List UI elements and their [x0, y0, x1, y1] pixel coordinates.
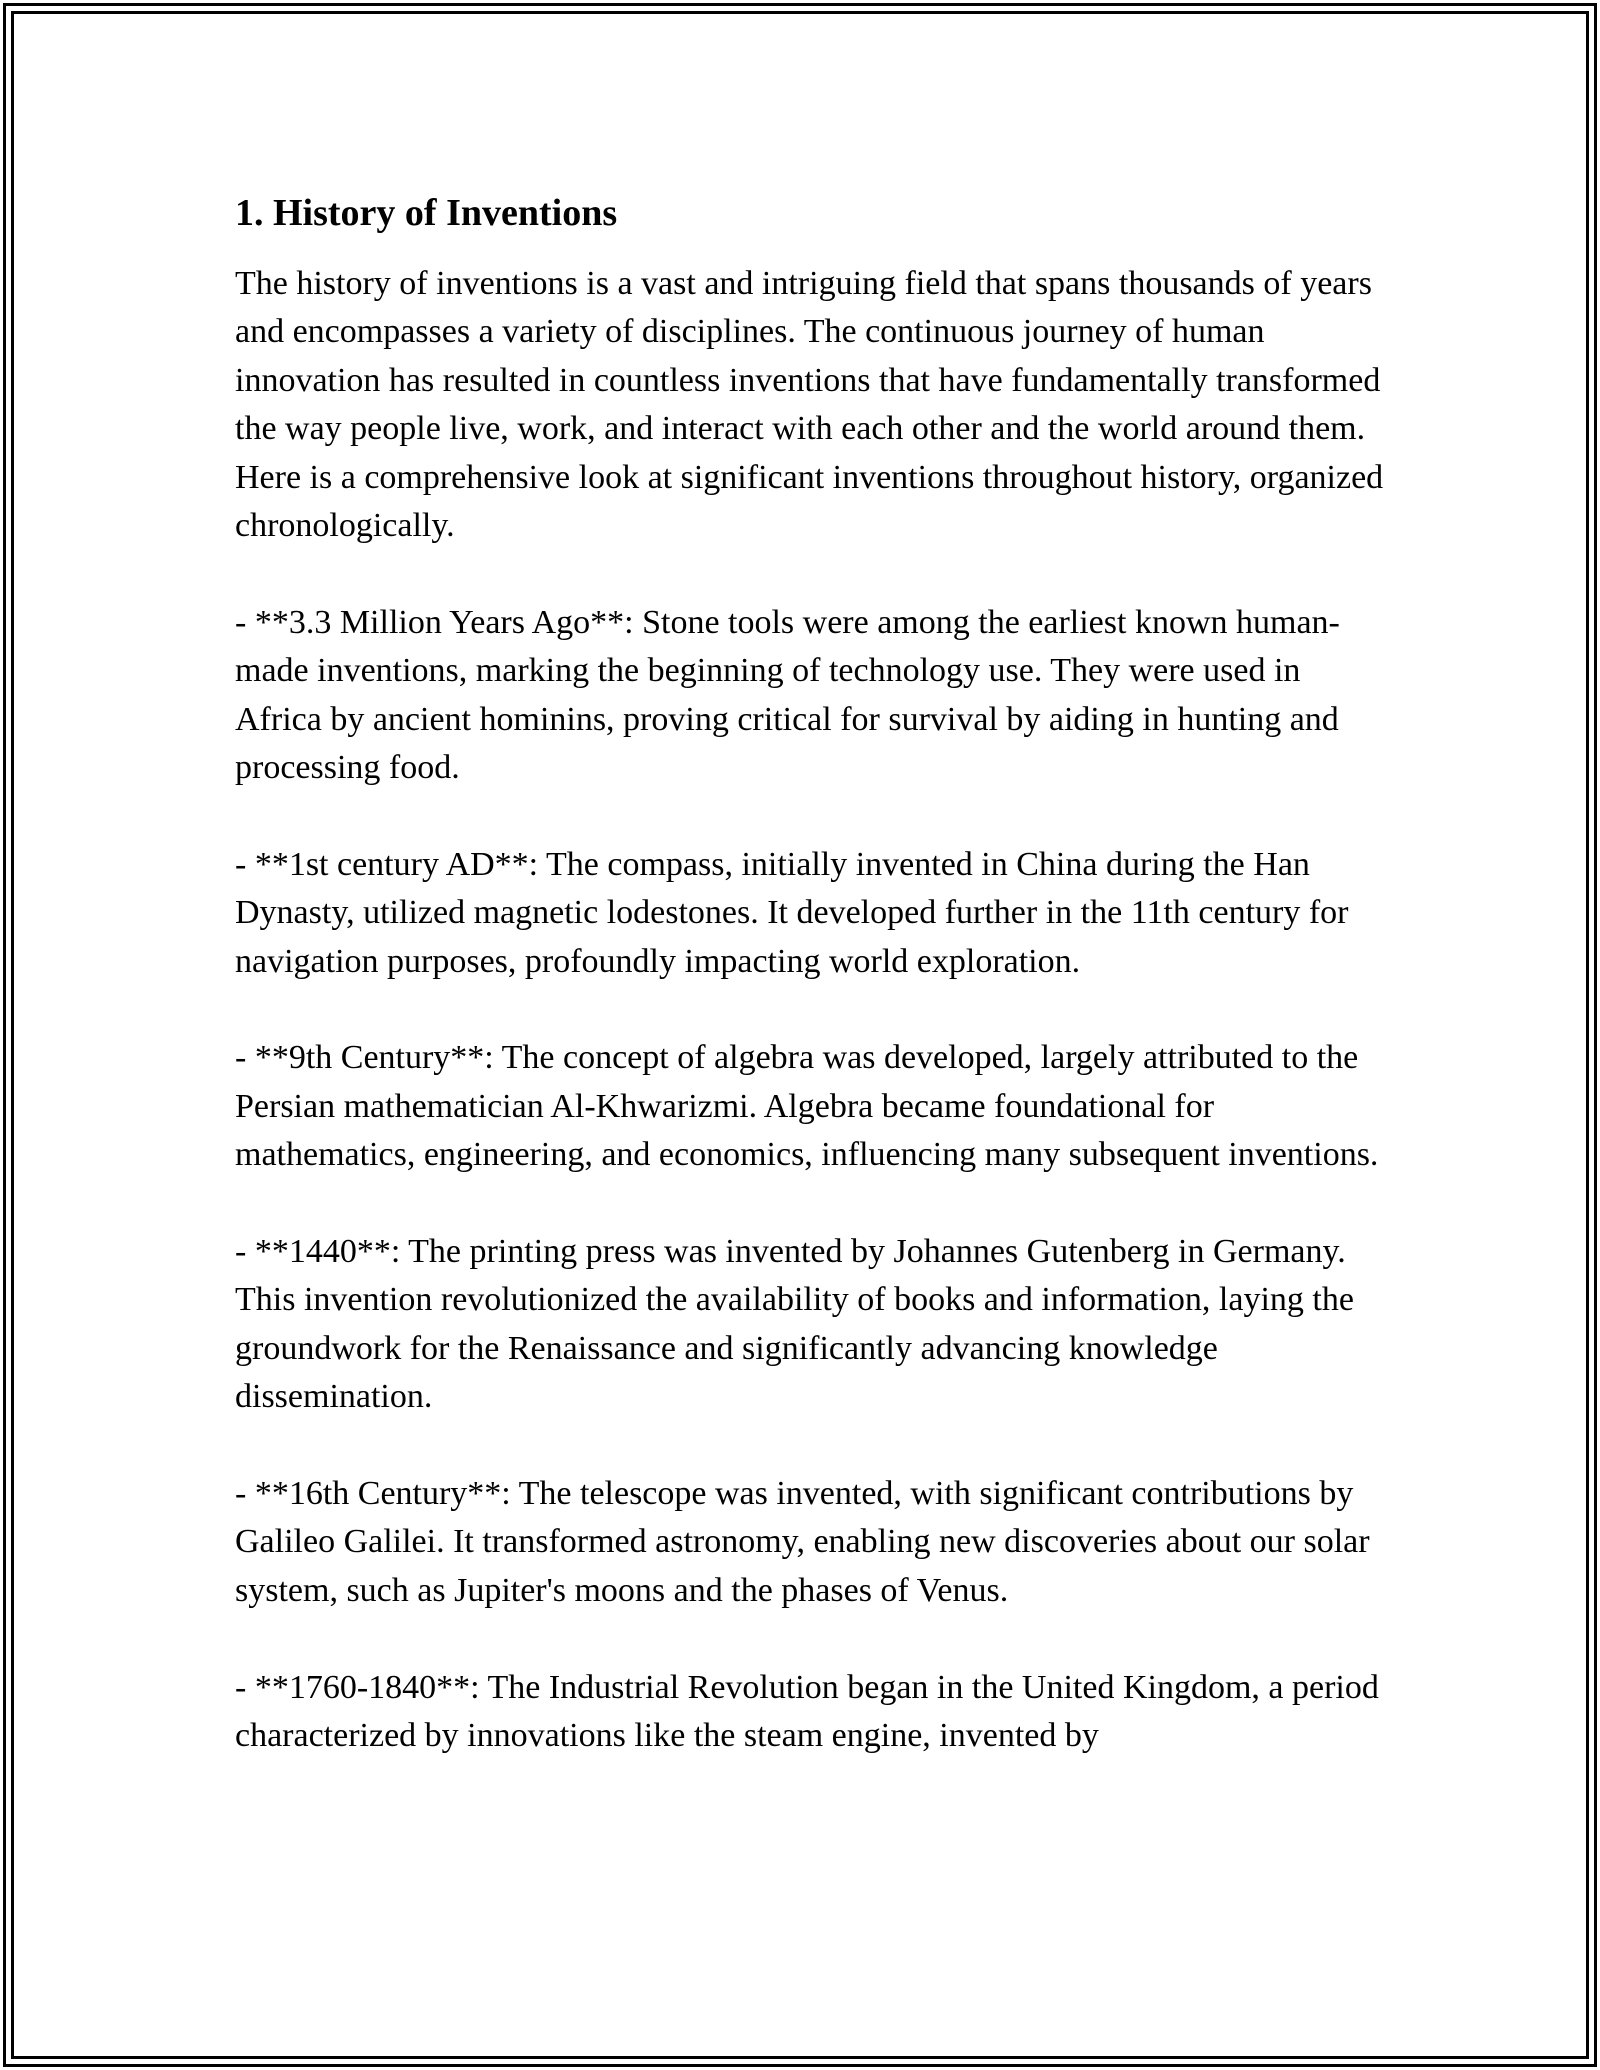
timeline-entry-algebra: - **9th Century**: The concept of algebra was developed, largely attributed to the Persian mathematician Al-Khwarizmi. Algebra became foundational for mathematics, engineering, and economics, influencing many subsequent inventions. — [235, 1039, 1379, 1174]
section-heading: 1. History of Inventions — [235, 192, 618, 234]
timeline-entry-printing-press: - **1440**: The printing press was invented by Johannes Gutenberg in Germany. This invention revolutionized the availability of books and information, laying the groundwork for the Renaissance and significantly advancing knowledge dissemination. — [235, 1233, 1354, 1416]
intro-paragraph: The history of inventions is a vast and intriguing field that spans thousands of years and encompasses a variety of disciplines. The continuous journey of human innovation has resulted in countless inventions that have fundamentally transformed the way people live, work, and interact with each other and the world around them. Here is a comprehensive look at significant inventions throughout history, organized chronologically. — [235, 265, 1384, 545]
timeline-entry-stone-tools: - **3.3 Million Years Ago**: Stone tools were among the earliest known human-made inventions, marking the beginning of technology use. They were used in Africa by ancient hominins, proving critical for survival by aiding in hunting and processing food. — [235, 603, 1340, 787]
document-body — [235, 185, 1385, 1761]
timeline-entry-industrial-revolution: - **1760-1840**: The Industrial Revolution began in the United Kingdom, a period characterized by innovations like the steam engine, invented by — [235, 1668, 1379, 1755]
timeline-entry-telescope: - **16th Century**: The telescope was invented, with significant contributions by Galileo Galilei. It transformed astronomy, enabling new discoveries about our solar system, such as Jupiter's moons and the phases of Venus. — [235, 1475, 1370, 1609]
timeline-entry-compass: - **1st century AD**: The compass, initially invented in China during the Han Dynasty, utilized magnetic lodestones. It developed further in the 11th century for navigation purposes, profoundly impacting world exploration. — [235, 845, 1349, 980]
